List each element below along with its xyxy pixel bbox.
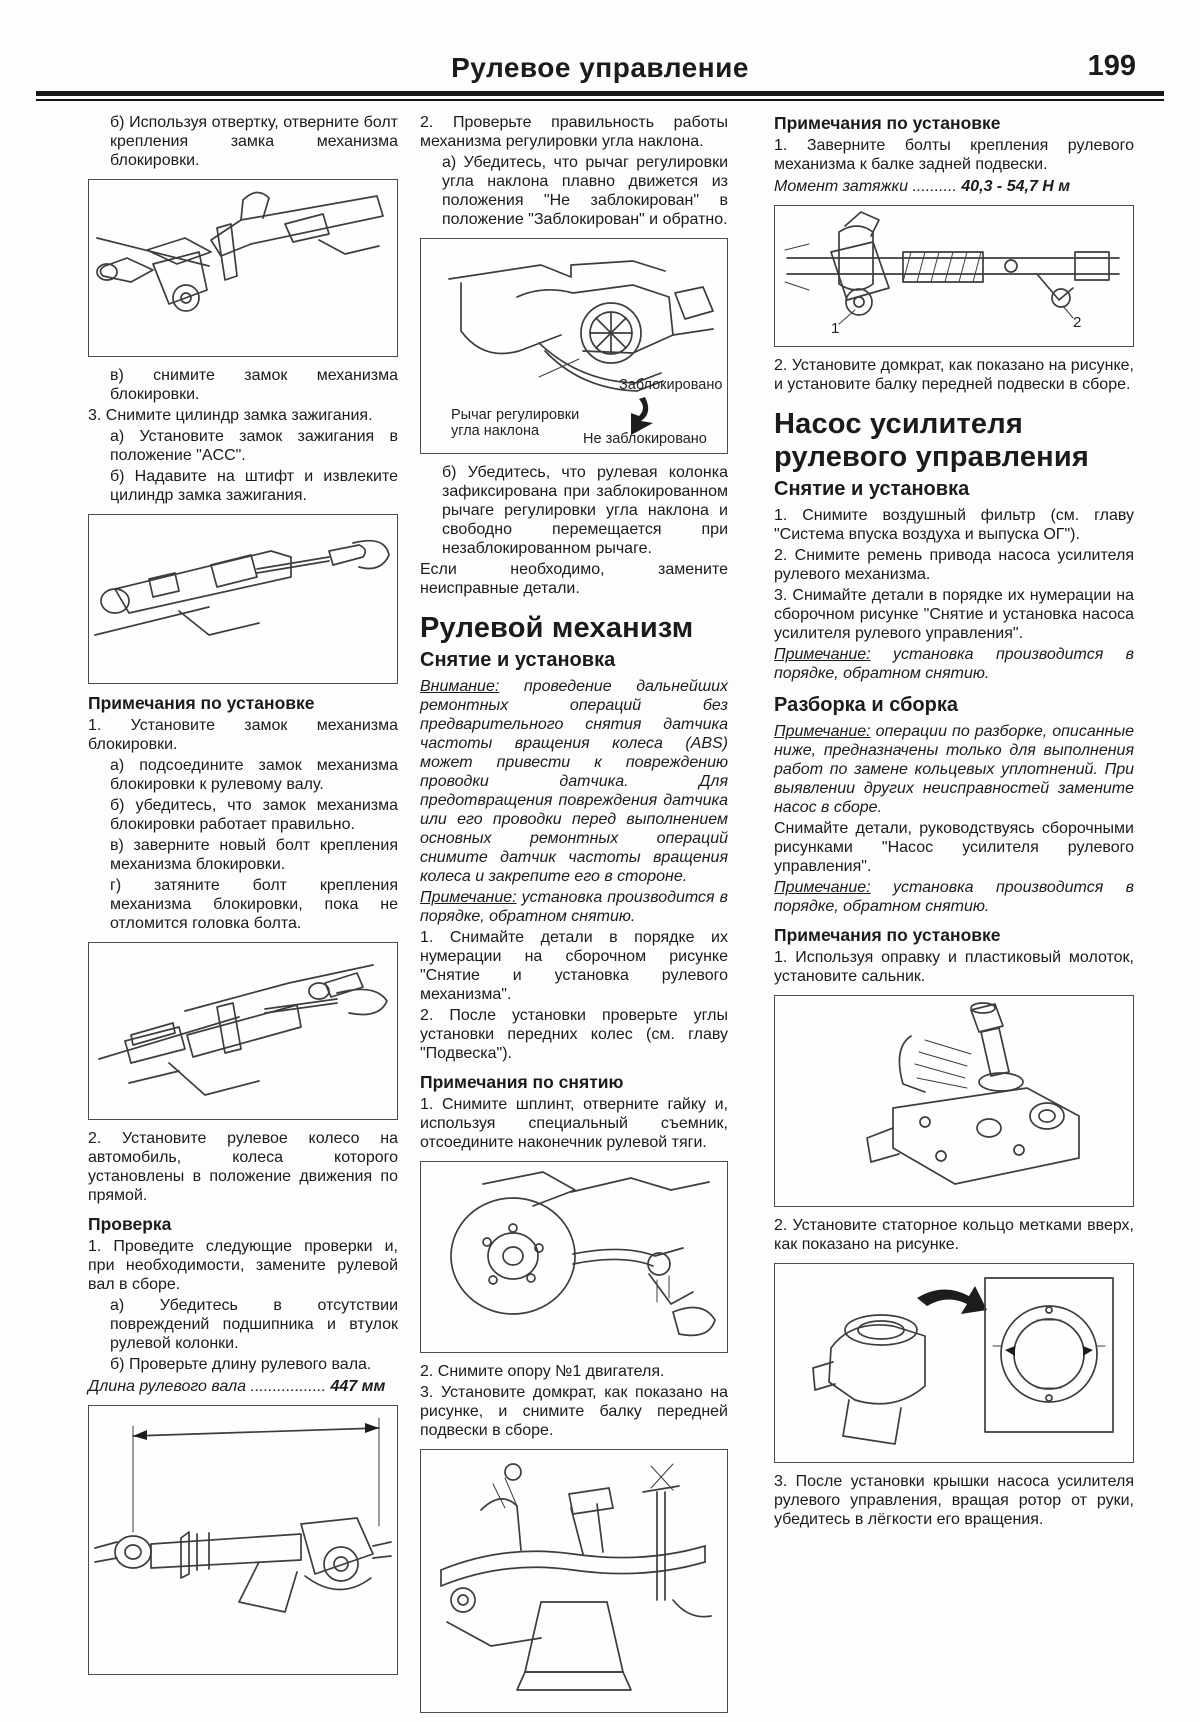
step-place-jack-remove-beam: 3. Установите домкрат, как показано на рисунке, и снимите балку передней подвески в сборе. — [420, 1384, 728, 1439]
label-unlocked: Не заблокировано — [583, 431, 707, 447]
substep-check-bearing: а) Убедитесь в отсутствии повреждений подшипника и втулок рулевой колонки. — [110, 1297, 398, 1352]
figure-tilt-lever — [420, 238, 728, 454]
step-install-jack-beam: 2. Установите домкрат, как показано на рисунке, и установите балку передней подвески в сборе. — [774, 357, 1134, 393]
heading-install-notes-2: Примечания по установке — [774, 925, 1001, 945]
heading-install-notes: Примечания по установке — [774, 113, 1001, 133]
step-check-rotor-rotation: 3. После установки крышки насоса усилителя рулевого управления, вращая ротор от руки, убедитесь в лёгкости его вращения. — [774, 1473, 1134, 1528]
note-label: Примечание: — [420, 889, 517, 906]
figure-steering-rack-bolts — [774, 205, 1134, 347]
callout-1: 1 — [831, 320, 840, 337]
section-power-steering-pump: Насос усилителя рулевого управления — [774, 408, 1090, 473]
substep-tighten-bolt: г) затяните болт крепления механизма блокировки, пока не отломится головка болта. — [110, 877, 398, 932]
technical-drawing — [89, 1406, 395, 1674]
note-label: Примечание: — [774, 879, 871, 896]
technical-drawing — [421, 1162, 725, 1352]
step-check-tilt-mechanism: 2. Проверьте правильность работы механизма регулировки угла наклона. — [420, 114, 728, 150]
callout-2: 2 — [1073, 314, 1082, 331]
substep-column-fixed: б) Убедитесь, что рулевая колонка зафиксирована при заблокированном рычаге регулировки угла наклона и свободно перемещается при незаблокированном рычаге. — [442, 464, 728, 557]
page-title: Рулевое управление — [451, 52, 749, 83]
content-columns — [0, 113, 1200, 1722]
section-steering-gear: Рулевой механизм — [420, 612, 694, 644]
figure-stator-ring-marks — [774, 1263, 1134, 1463]
spec-dots: .......... — [912, 178, 957, 195]
step-remove-drive-belt: 2. Снимите ремень привода насоса усилителя рулевого механизма. — [774, 547, 1134, 583]
warning-text: проведение дальнейших ремонтных операций без предварительного снятия датчика частоты вращения колеса (ABS) может привести к повреждению проводки датчика. Для предотвращения повреждения датчика или его проводки перед выполнением основных ремонтных операций снимите датчик частоты вращения колеса и закрепите его в стороне. — [420, 678, 728, 885]
heading-check: Проверка — [88, 1214, 172, 1234]
step-remove-cotter-pin: 1. Снимите шплинт, отверните гайку и, используя специальный съемник, отсоедините наконечник рулевой тяги. — [420, 1096, 728, 1151]
note-text: операции по разборке, описанные ниже, предназначены только для выполнения работ по замене кольцевых уплотнений. При выявлении других неисправностей замените насос в сборе. — [774, 723, 1134, 816]
note-label: Примечание: — [774, 723, 871, 740]
technical-drawing — [421, 1450, 725, 1712]
replace-faulty-parts: Если необходимо, замените неисправные детали. — [420, 561, 728, 597]
step-install-steering-wheel: 2. Установите рулевое колесо на автомобиль, колеса которого установлены в положение движения по прямой. — [88, 1130, 398, 1204]
figure-steering-shaft-length — [88, 1405, 398, 1675]
step-remove-air-filter: 1. Снимите воздушный фильтр (см. главу "Система впуска воздуха и выпуска ОГ"). — [774, 507, 1134, 543]
heading-removal-installation: Снятие и установка — [774, 478, 970, 500]
label-locked: Заблокировано — [619, 377, 723, 393]
heading-removal-notes: Примечания по снятию — [420, 1072, 624, 1092]
warning-note — [420, 677, 728, 886]
warning-label: Внимание: — [420, 678, 500, 695]
step-unscrew-lock-bolt: б) Используя отвертку, отверните болт крепления замка механизма блокировки. — [110, 114, 398, 169]
column-middle — [420, 113, 728, 1722]
spec-tightening-torque — [774, 177, 1134, 196]
heading-disassembly-assembly: Разборка и сборка — [774, 694, 958, 716]
step-check-wheel-angles: 2. После установки проверьте углы установки передних колес (см. главу "Подвеска"). — [420, 1007, 728, 1062]
technical-drawing — [775, 996, 1131, 1206]
substep-check-length: б) Проверьте длину рулевого вала. — [110, 1356, 372, 1373]
figure-lock-bolt-tightening — [88, 942, 398, 1120]
spec-value: 40,3 - 54,7 Н м — [961, 178, 1071, 195]
step-remove-parts-order: 1. Снимайте детали в порядке их нумерации на сборочном рисунке "Снятие и установка рулевого механизма". — [420, 929, 728, 1003]
note-text: установка производится в порядке, обратном снятию. — [774, 879, 1134, 915]
spec-dots: ................. — [250, 1378, 327, 1395]
figure-tie-rod-end-removal — [420, 1161, 728, 1353]
spec-label: Момент затяжки — [774, 178, 908, 195]
step-install-stator-ring: 2. Установите статорное кольцо метками вверх, как показано на рисунке. — [774, 1217, 1134, 1253]
note-label: Примечание: — [774, 646, 871, 663]
spec-steering-shaft-length — [88, 1377, 398, 1396]
technical-drawing — [89, 180, 395, 356]
note-disassembly-scope — [774, 722, 1134, 817]
step-follow-assembly-drawings: Снимайте детали, руководствуясь сборочными рисунками "Насос усилителя рулевого управления". — [774, 820, 1134, 875]
note-install-reverse — [420, 888, 728, 926]
spec-label: Длина рулевого вала — [88, 1378, 247, 1395]
heading-install-notes: Примечания по установке — [88, 693, 315, 713]
figure-front-crossmember-jack — [420, 1449, 728, 1713]
column-left — [88, 113, 398, 1684]
step-perform-checks: 1. Проведите следующие проверки и, при необходимости, замените рулевой вал в сборе. — [88, 1238, 398, 1293]
figure-oil-seal-installation — [774, 995, 1134, 1207]
step-tighten-gear-bolts: 1. Заверните болты крепления рулевого механизма к балке задней подвески. — [774, 137, 1134, 173]
technical-drawing — [775, 1264, 1131, 1462]
figure-ignition-cylinder-removal — [88, 514, 398, 684]
step-remove-ignition-cylinder: 3. Снимите цилиндр замка зажигания. — [88, 407, 373, 424]
column-right — [774, 113, 1134, 1531]
step-remove-lock: в) снимите замок механизма блокировки. — [110, 367, 398, 403]
technical-drawing — [89, 515, 395, 683]
page-header — [0, 0, 1200, 101]
technical-drawing — [89, 943, 395, 1119]
step-install-oil-seal: 1. Используя оправку и пластиковый молоток, установите сальник. — [774, 949, 1134, 985]
substep-lever-moves: а) Убедитесь, что рычаг регулировки угла наклона плавно движется из положения "Не заблокирован" в положение "Заблокирован" и обратно. — [442, 154, 728, 228]
substep-new-bolt: в) заверните новый болт крепления механизма блокировки. — [110, 837, 398, 873]
header-rule — [36, 91, 1164, 101]
step-remove-engine-mount: 2. Снимите опору №1 двигателя. — [420, 1363, 665, 1380]
note-text: установка производится в порядке, обратном снятию. — [774, 646, 1134, 682]
substep-press-pin: б) Надавите на штифт и извлеките цилиндр замка зажигания. — [110, 468, 398, 504]
substep-connect-lock: а) подсоедините замок механизма блокировки к рулевому валу. — [110, 757, 398, 793]
substep-verify-lock: б) убедитесь, что замок механизма блокировки работает правильно. — [110, 797, 398, 833]
spec-value: 447 мм — [330, 1378, 386, 1395]
step-install-lock: 1. Установите замок механизма блокировки. — [88, 717, 398, 753]
step-remove-parts-order: 3. Снимайте детали в порядке их нумерации на сборочном рисунке "Снятие и установка насоса усилителя рулевого управления". — [774, 587, 1134, 642]
figure-steering-lock-assembly — [88, 179, 398, 357]
note-install-reverse-2 — [774, 878, 1134, 916]
substep-set-acc: а) Установите замок зажигания в положение "ACC". — [110, 428, 398, 464]
heading-removal-installation: Снятие и установка — [420, 649, 616, 671]
note-install-reverse-1 — [774, 645, 1134, 683]
page-number: 199 — [1087, 50, 1136, 82]
note-text: установка производится в порядке, обратном снятию. — [420, 889, 728, 925]
label-tilt-lever: Рычаг регулировки угла наклона — [451, 407, 580, 439]
